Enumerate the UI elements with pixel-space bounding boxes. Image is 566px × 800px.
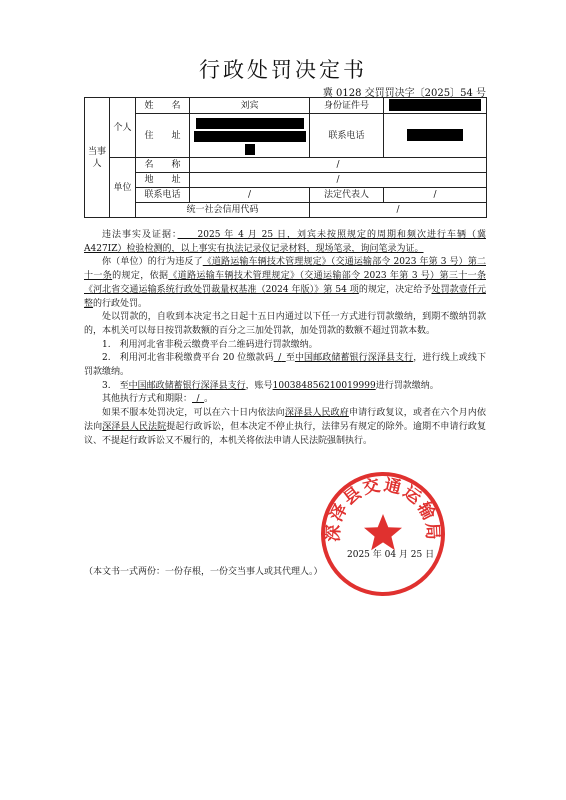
redaction-block	[407, 129, 463, 141]
redaction-block	[245, 144, 255, 155]
name-value: 刘宾	[190, 98, 310, 114]
seal-star-icon	[364, 514, 402, 550]
unit-phone-label: 联系电话	[136, 188, 190, 203]
payment-terms: 处以罚款的，自收到本决定书之日起十五日内通过以下任一方式进行罚款缴纳，到期不缴纳罚款的，本机关可以每日按罚款数额的百分之三加处罚款，加处罚款的数额不超过罚款本数。	[84, 312, 486, 336]
document-title: 行政处罚决定书	[199, 58, 367, 82]
decision-body	[84, 229, 486, 448]
issue-date: 2025 年 04 月 25 日	[347, 550, 435, 560]
unit-phone-value: /	[190, 188, 310, 203]
redaction-block	[389, 99, 481, 111]
unit-address-value: /	[190, 173, 487, 188]
credit-code-label: 统一社会信用代码	[136, 203, 310, 218]
unit-name-label: 名 称	[136, 158, 190, 173]
legal-rep-value: /	[384, 188, 487, 203]
payment-method-3: 3. 至中国邮政储蓄银行深泽县支行，账号100384856210019999进行罚款缴纳。	[102, 380, 439, 391]
credit-code-value: /	[310, 203, 487, 218]
id-label: 身份证件号	[310, 98, 384, 114]
payment-method-1: 1. 利用河北省非税云缴费平台二维码进行罚款缴纳。	[102, 339, 318, 350]
address-value	[190, 114, 310, 158]
footnote: （本文书一式两份：一份存根，一份交当事人或其代理人。）	[84, 567, 323, 577]
party-info-table	[84, 97, 487, 218]
unit-label: 单位	[110, 158, 136, 218]
legal-rep-label: 法定代表人	[310, 188, 384, 203]
individual-label: 个人	[110, 98, 136, 158]
seal-text: 深泽县交通运输局	[323, 475, 443, 543]
document-number: 冀 0128 交罚罚决字〔2025〕54 号	[322, 88, 486, 99]
party-label: 当事人	[85, 98, 110, 218]
redaction-block	[194, 131, 306, 142]
phone-value	[384, 114, 487, 158]
payment-method-2: 2. 利用河北省非税缴费平台 20 位缴款码 / 至中国邮政储蓄银行深泽县支行，进行线上或线下罚款缴纳。	[84, 353, 486, 378]
violation-facts: 违法事实及证据： 2025 年 4 月 25 日，刘宾未按照规定的周期和频次进行车辆（冀 A427IZ）检验检测的，以上事实有执法记录仪记录材料，现场笔录，询问笔录为证。	[84, 230, 486, 254]
unit-name-value: /	[190, 158, 487, 173]
redaction-block	[196, 118, 304, 129]
phone-label: 联系电话	[310, 114, 384, 158]
official-seal-stamp	[319, 470, 447, 598]
legal-basis: 你（单位）的行为违反了《道路运输车辆技术管理规定》（交通运输部令 2023 年第 3 号）第二十一条的规定，依据《道路运输车辆技术管理规定》（交通运输部令 2023 年第 3 号）第三十一条《河北省交通运输系统行政处罚裁量权基准（2024 年版）》第 54 项的规定，决定给予处罚款壹仟元整的行政处罚。	[84, 257, 486, 309]
name-label: 姓 名	[136, 98, 190, 114]
id-value	[384, 98, 487, 114]
address-label: 住 址	[136, 114, 190, 158]
unit-address-label: 地 址	[136, 173, 190, 188]
appeal-rights: 如果不服本处罚决定，可以在六十日内依法向深泽县人民政府申请行政复议，或者在六个月内依法向深泽县人民法院提起行政诉讼，但本决定不停止执行，法律另有规定的除外。逾期不申请行政复议、不提起行政诉讼又不履行的，本机关将依法申请人民法院强制执行。	[84, 408, 486, 446]
other-execution: 其他执行方式和期限： / 。	[102, 394, 214, 405]
